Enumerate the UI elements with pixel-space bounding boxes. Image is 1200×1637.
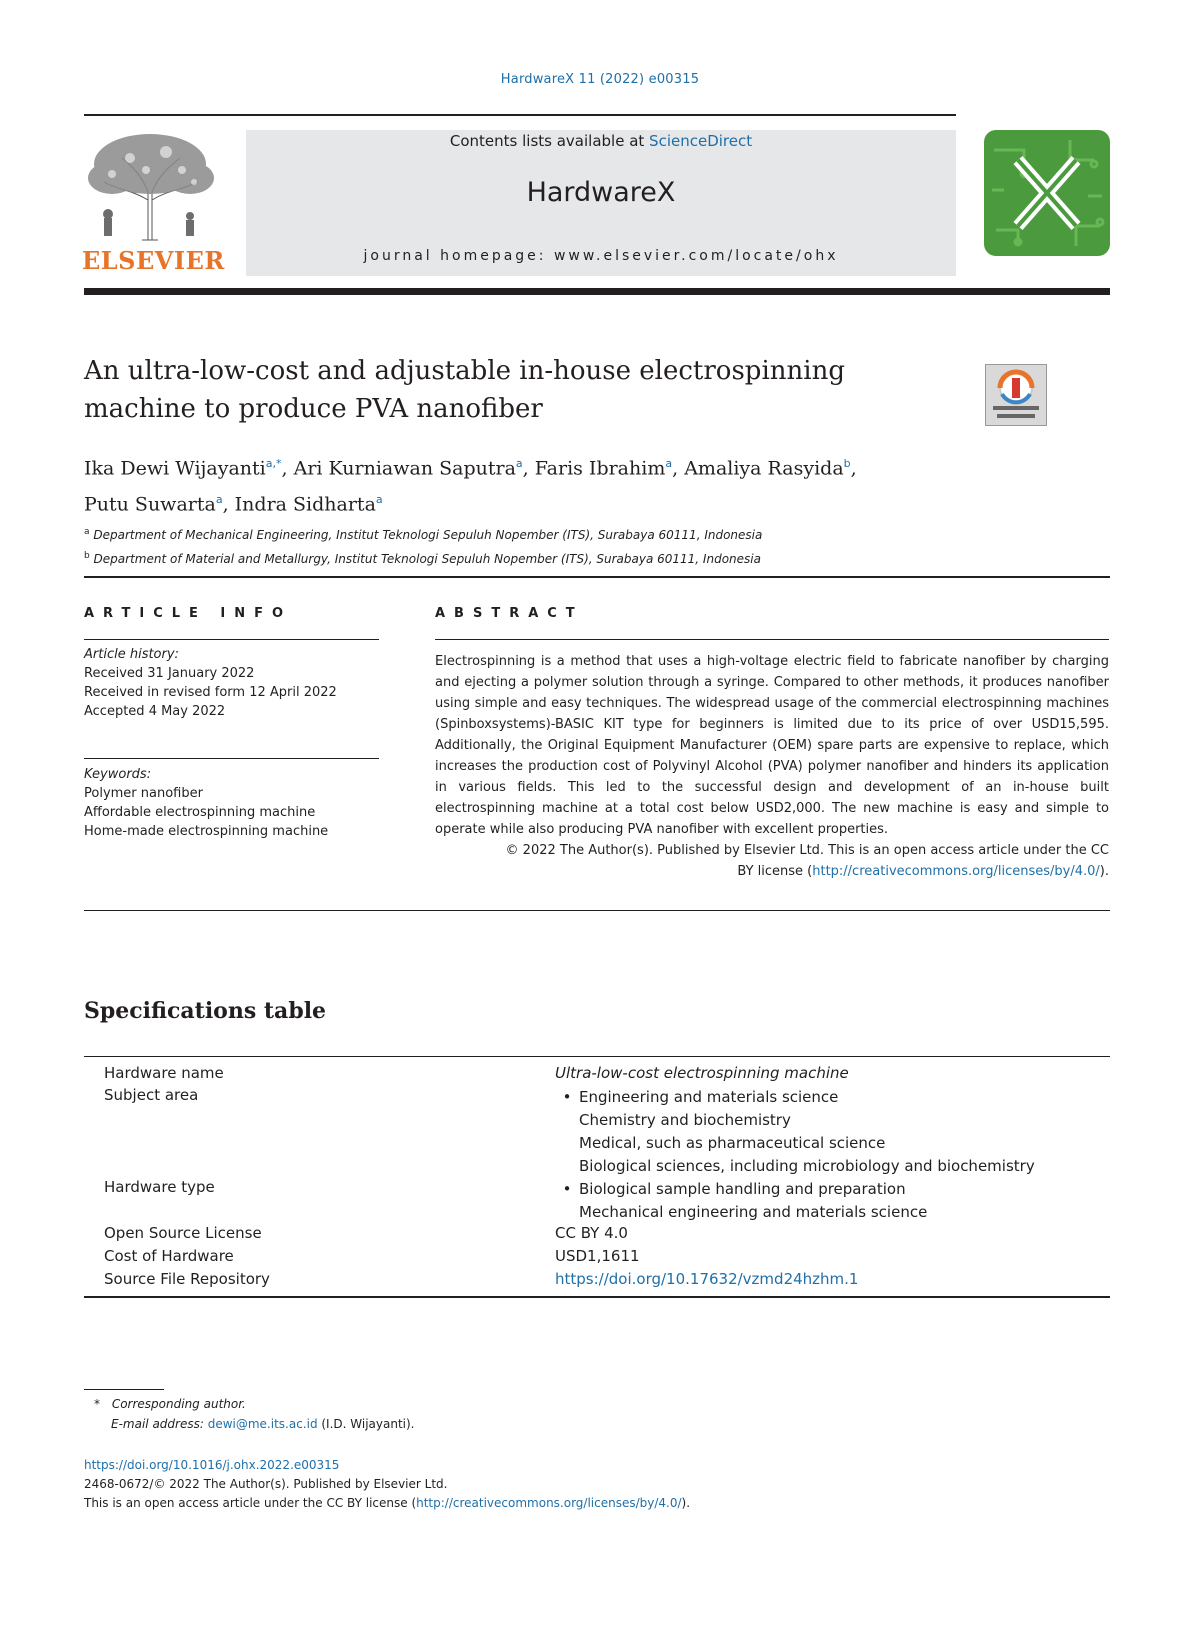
issn-note: 2468-0672/© 2022 The Author(s). Published by Elsevier Ltd. [84,1477,448,1491]
spec-value-text: USD1,1611 [555,1247,640,1265]
abstract-heading: ABSTRACT [435,606,584,621]
spec-top-rule [84,1056,1110,1057]
spec-value-list [555,1086,1035,1178]
list-item [555,1086,1035,1109]
sciencedirect-link[interactable]: ScienceDirect [649,132,753,150]
affiliation-marker: b [84,551,90,561]
journal-citation[interactable]: HardwareX 11 (2022) e00315 [500,72,700,87]
affiliation-list [84,522,1084,570]
spec-key: Source File Repository [104,1270,270,1288]
history-received: Received 31 January 2022 [84,666,255,681]
author-name[interactable]: Ika Dewi Wijayanti [84,457,266,480]
affiliation-marker: a [84,527,90,537]
journal-header-box [246,130,956,276]
keyword-item: Polymer nanofiber [84,786,203,801]
author-affiliation-marker[interactable]: b [843,457,851,470]
spec-value-text: CC BY 4.0 [555,1224,628,1242]
specifications-title: Specifications table [84,998,327,1024]
author-name[interactable]: Faris Ibrahim [534,457,666,480]
spec-value-text: Ultra-low-cost electrospinning machine [555,1064,849,1082]
history-revised: Received in revised form 12 April 2022 [84,685,337,700]
spec-value [555,1064,849,1082]
affiliation-text: Department of Mechanical Engineering, Institut Teknologi Sepuluh Nopember (ITS), Surabaya 60111, Indonesia [93,528,763,542]
list-item [555,1155,1035,1178]
spec-value [555,1247,640,1265]
affiliation-text: Department of Material and Metallurgy, Institut Teknologi Sepuluh Nopember (ITS), Surabaya 60111, Indonesia [93,552,761,566]
keywords [84,765,379,841]
spec-value-text: Engineering and materials science [579,1088,839,1106]
list-item [555,1178,927,1201]
oa-license-link[interactable]: http://creativecommons.org/licenses/by/4.0/ [416,1496,682,1510]
author-name[interactable]: Putu Suwarta [84,493,216,516]
spec-value-text: Biological sciences, including microbiology and biochemistry [579,1157,1035,1175]
license-line-1: © 2022 The Author(s). Published by Elsevier Ltd. This is an open access article under the CC [505,843,1109,858]
spec-value-text: Medical, such as pharmaceutical science [579,1134,886,1152]
oa-suffix: ). [681,1496,691,1510]
spec-key: Cost of Hardware [104,1247,234,1265]
author-affiliation-marker[interactable]: a [215,493,223,507]
email-link[interactable]: dewi@me.its.ac.id [207,1417,318,1431]
author-affiliation-marker[interactable]: a [665,457,673,470]
author-list [84,448,1044,521]
author-line-2 [84,484,1044,520]
header-top-rule [84,114,956,116]
corresponding-author-note [94,1394,246,1414]
abstract-license [435,840,1109,882]
corresponding-text: Corresponding author. [111,1397,246,1411]
corresponding-star: * [94,1397,100,1411]
contents-line [246,132,956,150]
doi-link[interactable]: https://doi.org/10.1016/j.ohx.2022.e00315 [84,1458,340,1472]
author-affiliation-marker[interactable]: a,* [265,457,282,470]
affiliation-item [84,522,1084,546]
license-prefix: BY license ( [737,864,813,879]
spec-value [555,1224,628,1242]
cc-license-link[interactable]: http://creativecommons.org/licenses/by/4.0/ [812,864,1100,879]
author-separator: , [281,457,294,480]
keyword-item: Home-made electrospinning machine [84,824,329,839]
oa-prefix: This is an open access article under the CC BY license ( [84,1496,417,1510]
article-history-label: Article history: [84,647,179,662]
bullet-icon: • [562,1180,572,1198]
hardwarex-cover-icon [984,130,1110,256]
bullet-icon: • [562,1088,572,1106]
author-name[interactable]: Indra Sidharta [234,493,376,516]
abstract-rule [435,639,1109,640]
list-item [555,1109,1035,1132]
article-history [84,645,379,721]
affiliation-item [84,546,1084,570]
author-name[interactable]: Ari Kurniawan Saputra [293,457,516,480]
elsevier-tree-logo [82,130,225,275]
spec-key: Open Source License [104,1224,262,1242]
article-info-rule [84,639,379,640]
author-separator: , [522,457,535,480]
info-top-rule [84,576,1110,578]
history-accepted: Accepted 4 May 2022 [84,704,226,719]
tree-icon [82,130,220,242]
spec-bottom-rule [84,1296,1110,1298]
author-line-1 [84,448,1044,484]
keywords-label: Keywords: [84,767,152,782]
open-access-note [84,1493,690,1513]
header-bottom-rule [84,288,1110,295]
spec-value-text: Biological sample handling and preparation [579,1180,906,1198]
spec-key: Hardware type [104,1178,215,1196]
article-title-line-2: machine to produce PVA nanofiber [84,394,543,424]
check-for-updates-icon[interactable] [985,364,1047,426]
article-title-line-1: An ultra-low-cost and adjustable in-house electrospinning [84,356,845,386]
repository-link[interactable]: https://doi.org/10.17632/vzmd24hzhm.1 [555,1270,859,1288]
abstract-bottom-rule [84,910,1110,911]
spec-key: Subject area [104,1086,199,1104]
keywords-rule [84,758,379,759]
license-suffix: ). [1099,864,1109,879]
spec-value-list [555,1178,927,1224]
abstract [435,651,1109,882]
journal-name: HardwareX [526,177,676,208]
email-note [111,1414,415,1434]
article-title [84,352,924,428]
elsevier-wordmark: ELSEVIER [82,246,225,275]
spec-value-text: Chemistry and biochemistry [579,1111,791,1129]
author-name[interactable]: Amaliya Rasyida [684,457,844,480]
contents-prefix: Contents lists available at [449,132,650,150]
license-line-2 [435,861,1109,882]
list-item [555,1201,927,1224]
author-separator: , [850,457,857,480]
spec-value-text: Mechanical engineering and materials science [579,1203,928,1221]
spec-key: Hardware name [104,1064,224,1082]
keyword-item: Affordable electrospinning machine [84,805,316,820]
article-info-heading: ARTICLE INFO [84,606,293,621]
author-separator: , [672,457,685,480]
author-affiliation-marker[interactable]: a [375,493,383,507]
list-item [555,1132,1035,1155]
email-label: E-mail address: [111,1417,208,1431]
author-separator: , [222,493,235,516]
footnote-rule [84,1389,164,1390]
journal-homepage[interactable]: journal homepage: www.elsevier.com/locate/ohx [363,248,839,264]
email-suffix: (I.D. Wijayanti). [317,1417,415,1431]
author-affiliation-marker[interactable]: a [515,457,523,470]
abstract-body: Electrospinning is a method that uses a high-voltage electric field to fabricate nanofiber by charging and ejecting a polymer solution through a syringe. Compared to other methods, it produces nanofiber using simple and easy techniques. The widespread usage of the commercial electrospinning machines (Spinboxsystems)-BASIC KIT type for beginners is limited due to its price of over USD15,595. Additionally, the Original Equipment Manufacturer (OEM) spare parts are expensive to replace, which increases the production cost of Polyvinyl Alcohol (PVA) polymer nanofiber and hinders its application in various fields. This led to the successful design and development of an in-house built electrospinning machine at a total cost below USD2,000. The new machine is easy and simple to operate while also producing PVA nanofiber with excellent properties. [435,654,1109,837]
doi-note [84,1455,339,1475]
